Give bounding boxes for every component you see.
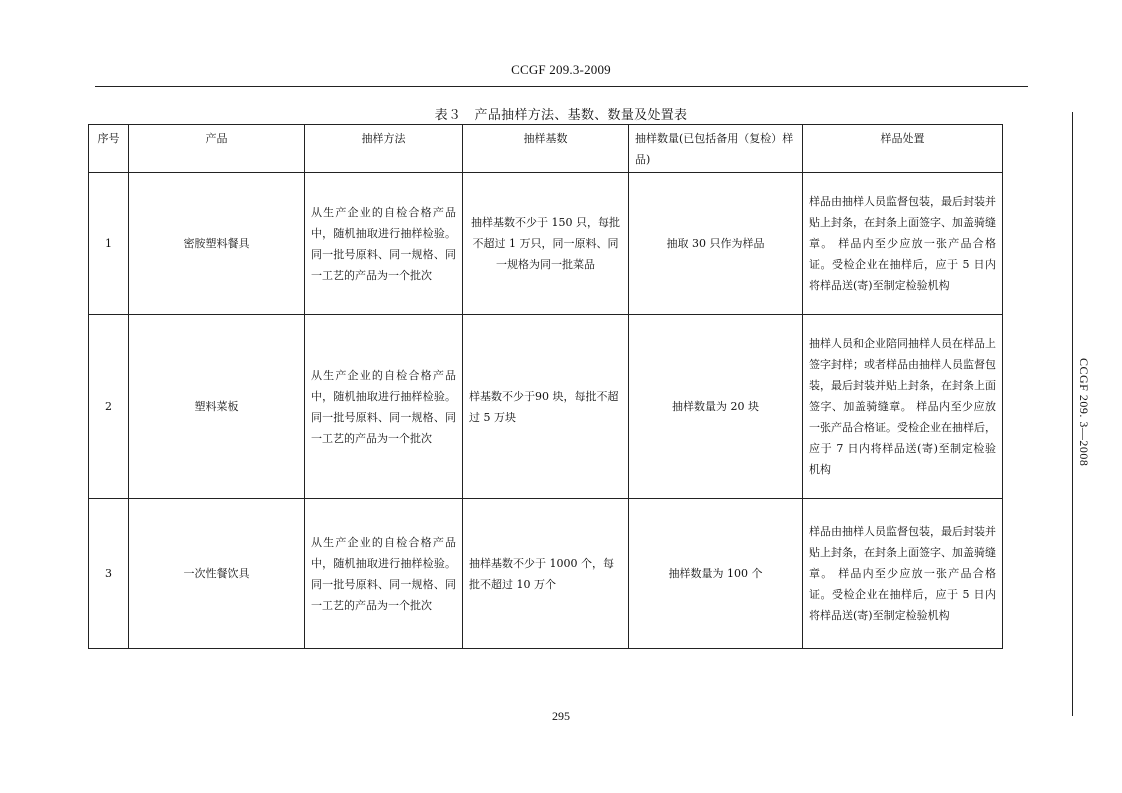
sampling-table xyxy=(88,124,1003,649)
table-caption: 表３ 产品抽样方法、基数、数量及处置表 xyxy=(434,108,688,123)
cell-product: 一次性餐饮具 xyxy=(129,499,305,649)
cell-method: 从生产企业的自检合格产品中，随机抽取进行抽样检验。同一批号原料、同一规格、同一工艺的产品为一个批次 xyxy=(305,315,463,499)
header-base: 抽样基数 xyxy=(463,125,629,173)
cell-method: 从生产企业的自检合格产品中，随机抽取进行抽样检验。同一批号原料、同一规格、同一工艺的产品为一个批次 xyxy=(305,173,463,315)
document-header-code: CCGF 209.3-2009 xyxy=(511,62,611,77)
header-no: 序号 xyxy=(89,125,129,173)
cell-base: 抽样基数不少于 150 只，每批不超过 1 万只，同一原料、同一规格为同一批菜品 xyxy=(463,173,629,315)
cell-disposal: 抽样人员和企业陪同抽样人员在样品上签字封样；或者样品由抽样人员监督包装，最后封装并贴上封条，在封条上面签字、加盖骑缝章。 样品内至少应放一张产品合格证。受检企业在抽样后， 应于 7 日内将样品送(寄)至制定检验机构 xyxy=(803,315,1003,499)
cell-quantity: 抽样数量为 20 块 xyxy=(629,315,803,499)
header-method: 抽样方法 xyxy=(305,125,463,173)
page-number: 295 xyxy=(552,709,570,723)
cell-base: 抽样基数不少于 1000 个，每批不超过 10 万个 xyxy=(463,499,629,649)
cell-disposal: 样品由抽样人员监督包装，最后封装并贴上封条，在封条上面签字、加盖骑缝章。 样品内至少应放一张产品合格证。受检企业在抽样后，应于 5 日内将样品送(寄)至制定检验机构 xyxy=(803,173,1003,315)
cell-quantity: 抽取 30 只作为样品 xyxy=(629,173,803,315)
cell-method: 从生产企业的自检合格产品中，随机抽取进行抽样检验。同一批号原料、同一规格、同一工艺的产品为一个批次 xyxy=(305,499,463,649)
cell-base: 样基数不少于90 块，每批不超过 5 万块 xyxy=(463,315,629,499)
table-row xyxy=(89,173,1003,315)
header-disposal: 样品处置 xyxy=(803,125,1003,173)
header-quantity: 抽样数量(已包括备用（复检）样品) xyxy=(629,125,803,173)
table-header-row xyxy=(89,125,1003,173)
table-row xyxy=(89,315,1003,499)
table-row xyxy=(89,499,1003,649)
header-product: 产品 xyxy=(129,125,305,173)
cell-no: 2 xyxy=(89,315,129,499)
header-divider xyxy=(95,86,1028,87)
margin-divider xyxy=(1072,112,1073,716)
side-standard-label: CCGF 209. 3—2008 xyxy=(1077,358,1091,467)
cell-disposal: 样品由抽样人员监督包装，最后封装并贴上封条，在封条上面签字、加盖骑缝章。 样品内至少应放一张产品合格证。受检企业在抽样后，应于 5 日内将样品送(寄)至制定检验机构 xyxy=(803,499,1003,649)
cell-product: 塑料菜板 xyxy=(129,315,305,499)
cell-quantity: 抽样数量为 100 个 xyxy=(629,499,803,649)
cell-no: 3 xyxy=(89,499,129,649)
cell-no: 1 xyxy=(89,173,129,315)
cell-product: 密胺塑料餐具 xyxy=(129,173,305,315)
